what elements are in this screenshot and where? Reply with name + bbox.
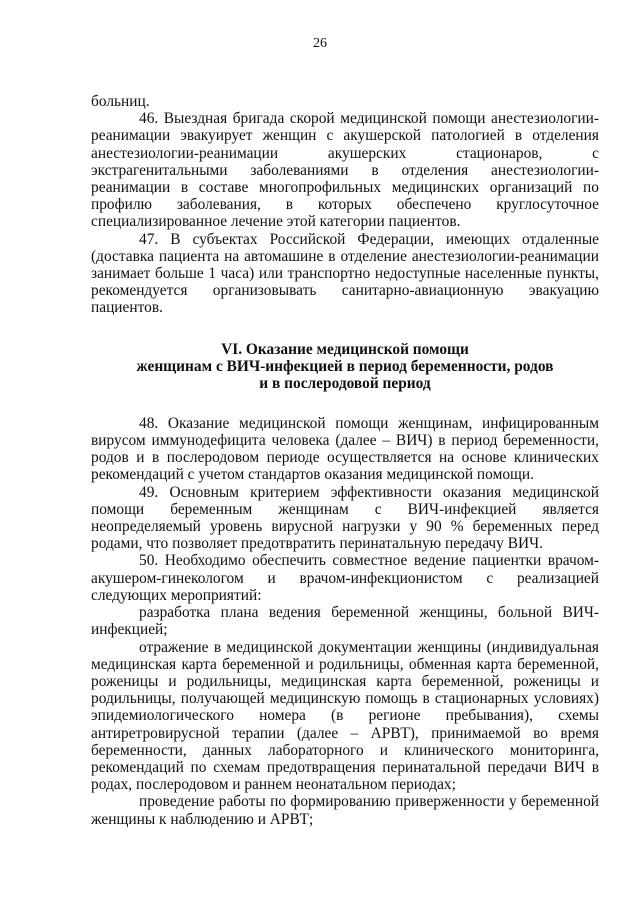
list-item: разработка плана ведения беременной женщины, больной ВИЧ-инфекцией; <box>91 604 599 639</box>
section-heading-line: женщинам с ВИЧ-инфекцией в период беременности, родов <box>136 358 554 376</box>
list-item: отражение в медицинской документации женщины (индивидуальная медицинская карта беременной и родильницы, обменная карта беременной, роженицы и родильницы, медицинская карта беременной, роженицы и родильницы, получающей медицинскую помощь в стационарных условиях) эпидемиологического номера (в регионе пребывания), схемы антиретровирусной терапии (далее – АРВТ), принимаемой во время беременности, данных лабораторного и клинического мониторинга, рекомендаций по схемам предотвращения перинатальной передачи ВИЧ в родах, послеродовом и раннем неонатальном периодах; <box>91 638 599 794</box>
paragraph: больниц. <box>91 93 150 110</box>
list-item: проведение работы по формированию приверженности у беременной женщины к наблюдению и АРВТ; <box>91 793 599 828</box>
paragraph-48: 48. Оказание медицинской помощи женщинам, инфицированным вирусом иммунодефицита человека (далее – ВИЧ) в период беременности, родов и в послеродовом периоде осуществляется на основе клинических рекомендаций с учетом стандартов оказания медицинской помощи. <box>91 414 599 484</box>
section-heading <box>91 341 599 393</box>
paragraph-47: 47. В субъектах Российской Федерации, имеющих отдаленные (доставка пациента на автомашине в отделение анестезиологии-реанимации занимает больше 1 часа) или транспортно недоступные населенные пункты, рекомендуется организовывать санитарно-авиационную эвакуацию пациентов. <box>91 230 599 317</box>
paragraph-49: 49. Основным критерием эффективности оказания медицинской помощи беременным женщинам с ВИЧ-инфекцией является неопределяемый уровень вирусной нагрузки у 90 % беременных перед родами, что позволяет предотвратить перинатальную передачу ВИЧ. <box>91 483 599 553</box>
paragraph-46: 46. Выездная бригада скорой медицинской помощи анестезиологии-реанимации эвакуирует женщин с акушерской патологией в отделения анестезиологии-реанимации акушерских стационаров, с экстрагенитальными заболеваниями в отделения анестезиологии-реанимации в составе многопрофильных медицинских организаций по профилю заболевания, в которых обеспечено круглосуточное специализированное лечение этой категории пациентов. <box>91 110 599 231</box>
paragraph-50: 50. Необходимо обеспечить совместное ведение пациентки врачом-акушером-гинекологом и врачом-инфекционистом с реализацией следующих мероприятий: <box>91 552 599 604</box>
page-number: 26 <box>313 36 327 51</box>
section-heading-line: и в послеродовой период <box>259 375 431 393</box>
document-body <box>91 93 599 828</box>
section-heading-line: VI. Оказание медицинской помощи <box>221 340 469 358</box>
